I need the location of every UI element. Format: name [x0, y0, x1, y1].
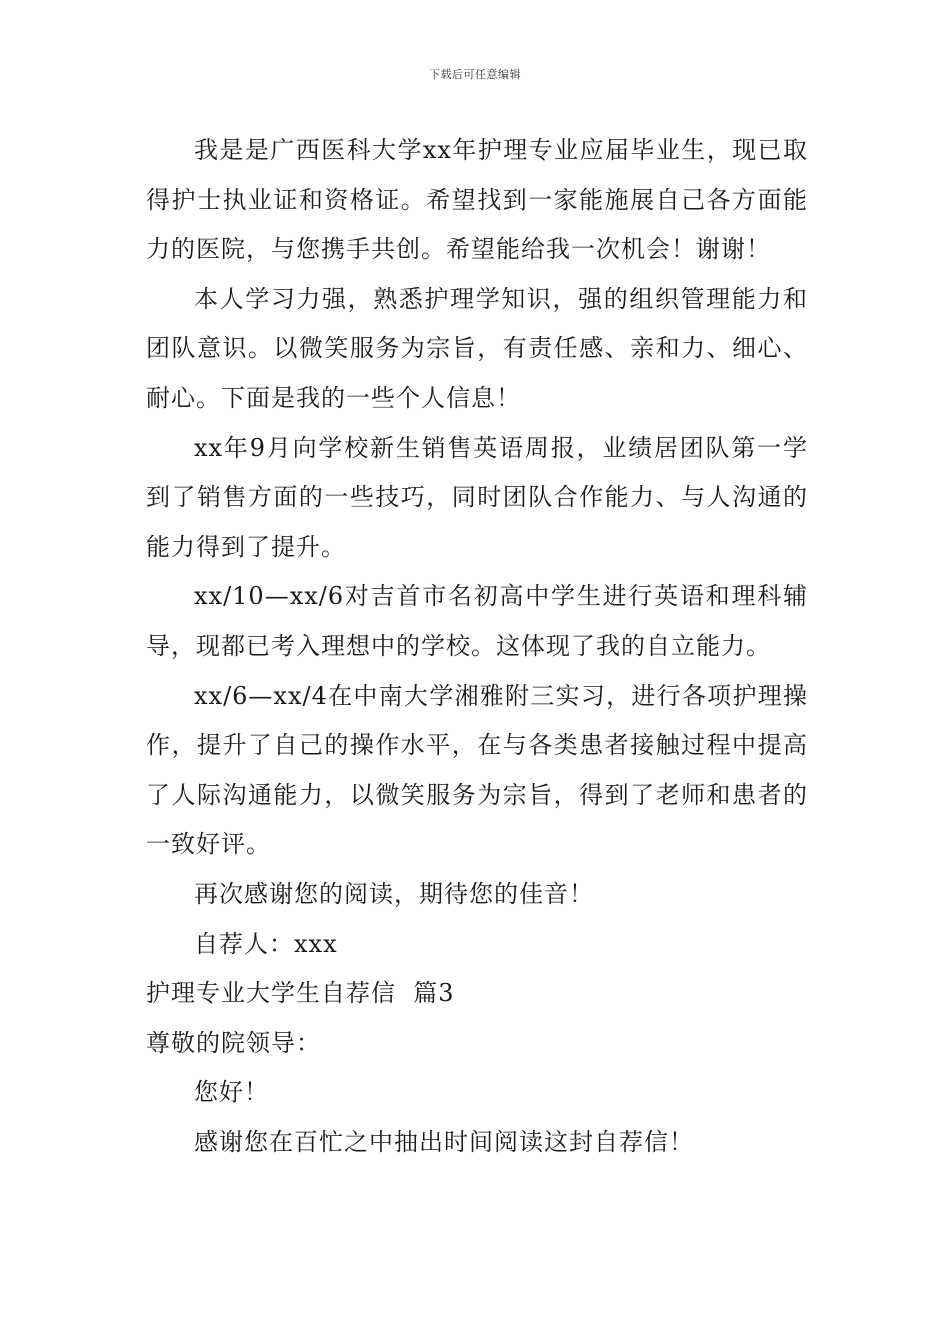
salutation: 尊敬的院领导：: [146, 1028, 321, 1057]
paragraph-closing: 再次感谢您的阅读，期待您的佳音！: [194, 879, 594, 908]
letter-body: [146, 126, 808, 1167]
paragraph-intro: 我是是广西医科大学xx年护理专业应届毕业生，现已取得护士执业证和资格证。希望找到一家能施展自己各方面能力的医院，与您携手共创。希望能给我一次机会！谢谢！: [146, 136, 808, 264]
paragraph-tutoring-experience: xx/10—xx/6对吉首市名初高中学生进行英语和理科辅导，现都已考入理想中的学校。这体现了我的自立能力。: [146, 582, 808, 660]
paragraph-internship: xx/6—xx/4在中南大学湘雅附三实习，进行各项护理操作，提升了自己的操作水平，在与各类患者接触过程中提高了人际沟通能力，以微笑服务为宗旨，得到了老师和患者的一致好评。: [146, 681, 808, 859]
thanks-line: 感谢您在百忙之中抽出时间阅读这封自荐信！: [194, 1127, 694, 1156]
paragraph-sales-experience: xx年9月向学校新生销售英语周报，业绩居团队第一学到了销售方面的一些技巧，同时团队合作能力、与人沟通的能力得到了提升。: [146, 433, 808, 561]
section-title: 护理专业大学生自荐信 篇3: [146, 979, 455, 1008]
page-header-note: 下载后可任意编辑: [429, 68, 521, 81]
greeting: 您好！: [194, 1078, 269, 1107]
signature: 自荐人：xxx: [194, 929, 338, 958]
paragraph-strengths: 本人学习力强，熟悉护理学知识，强的组织管理能力和团队意识。以微笑服务为宗旨，有责任感、亲和力、细心、耐心。下面是我的一些个人信息！: [146, 284, 808, 412]
